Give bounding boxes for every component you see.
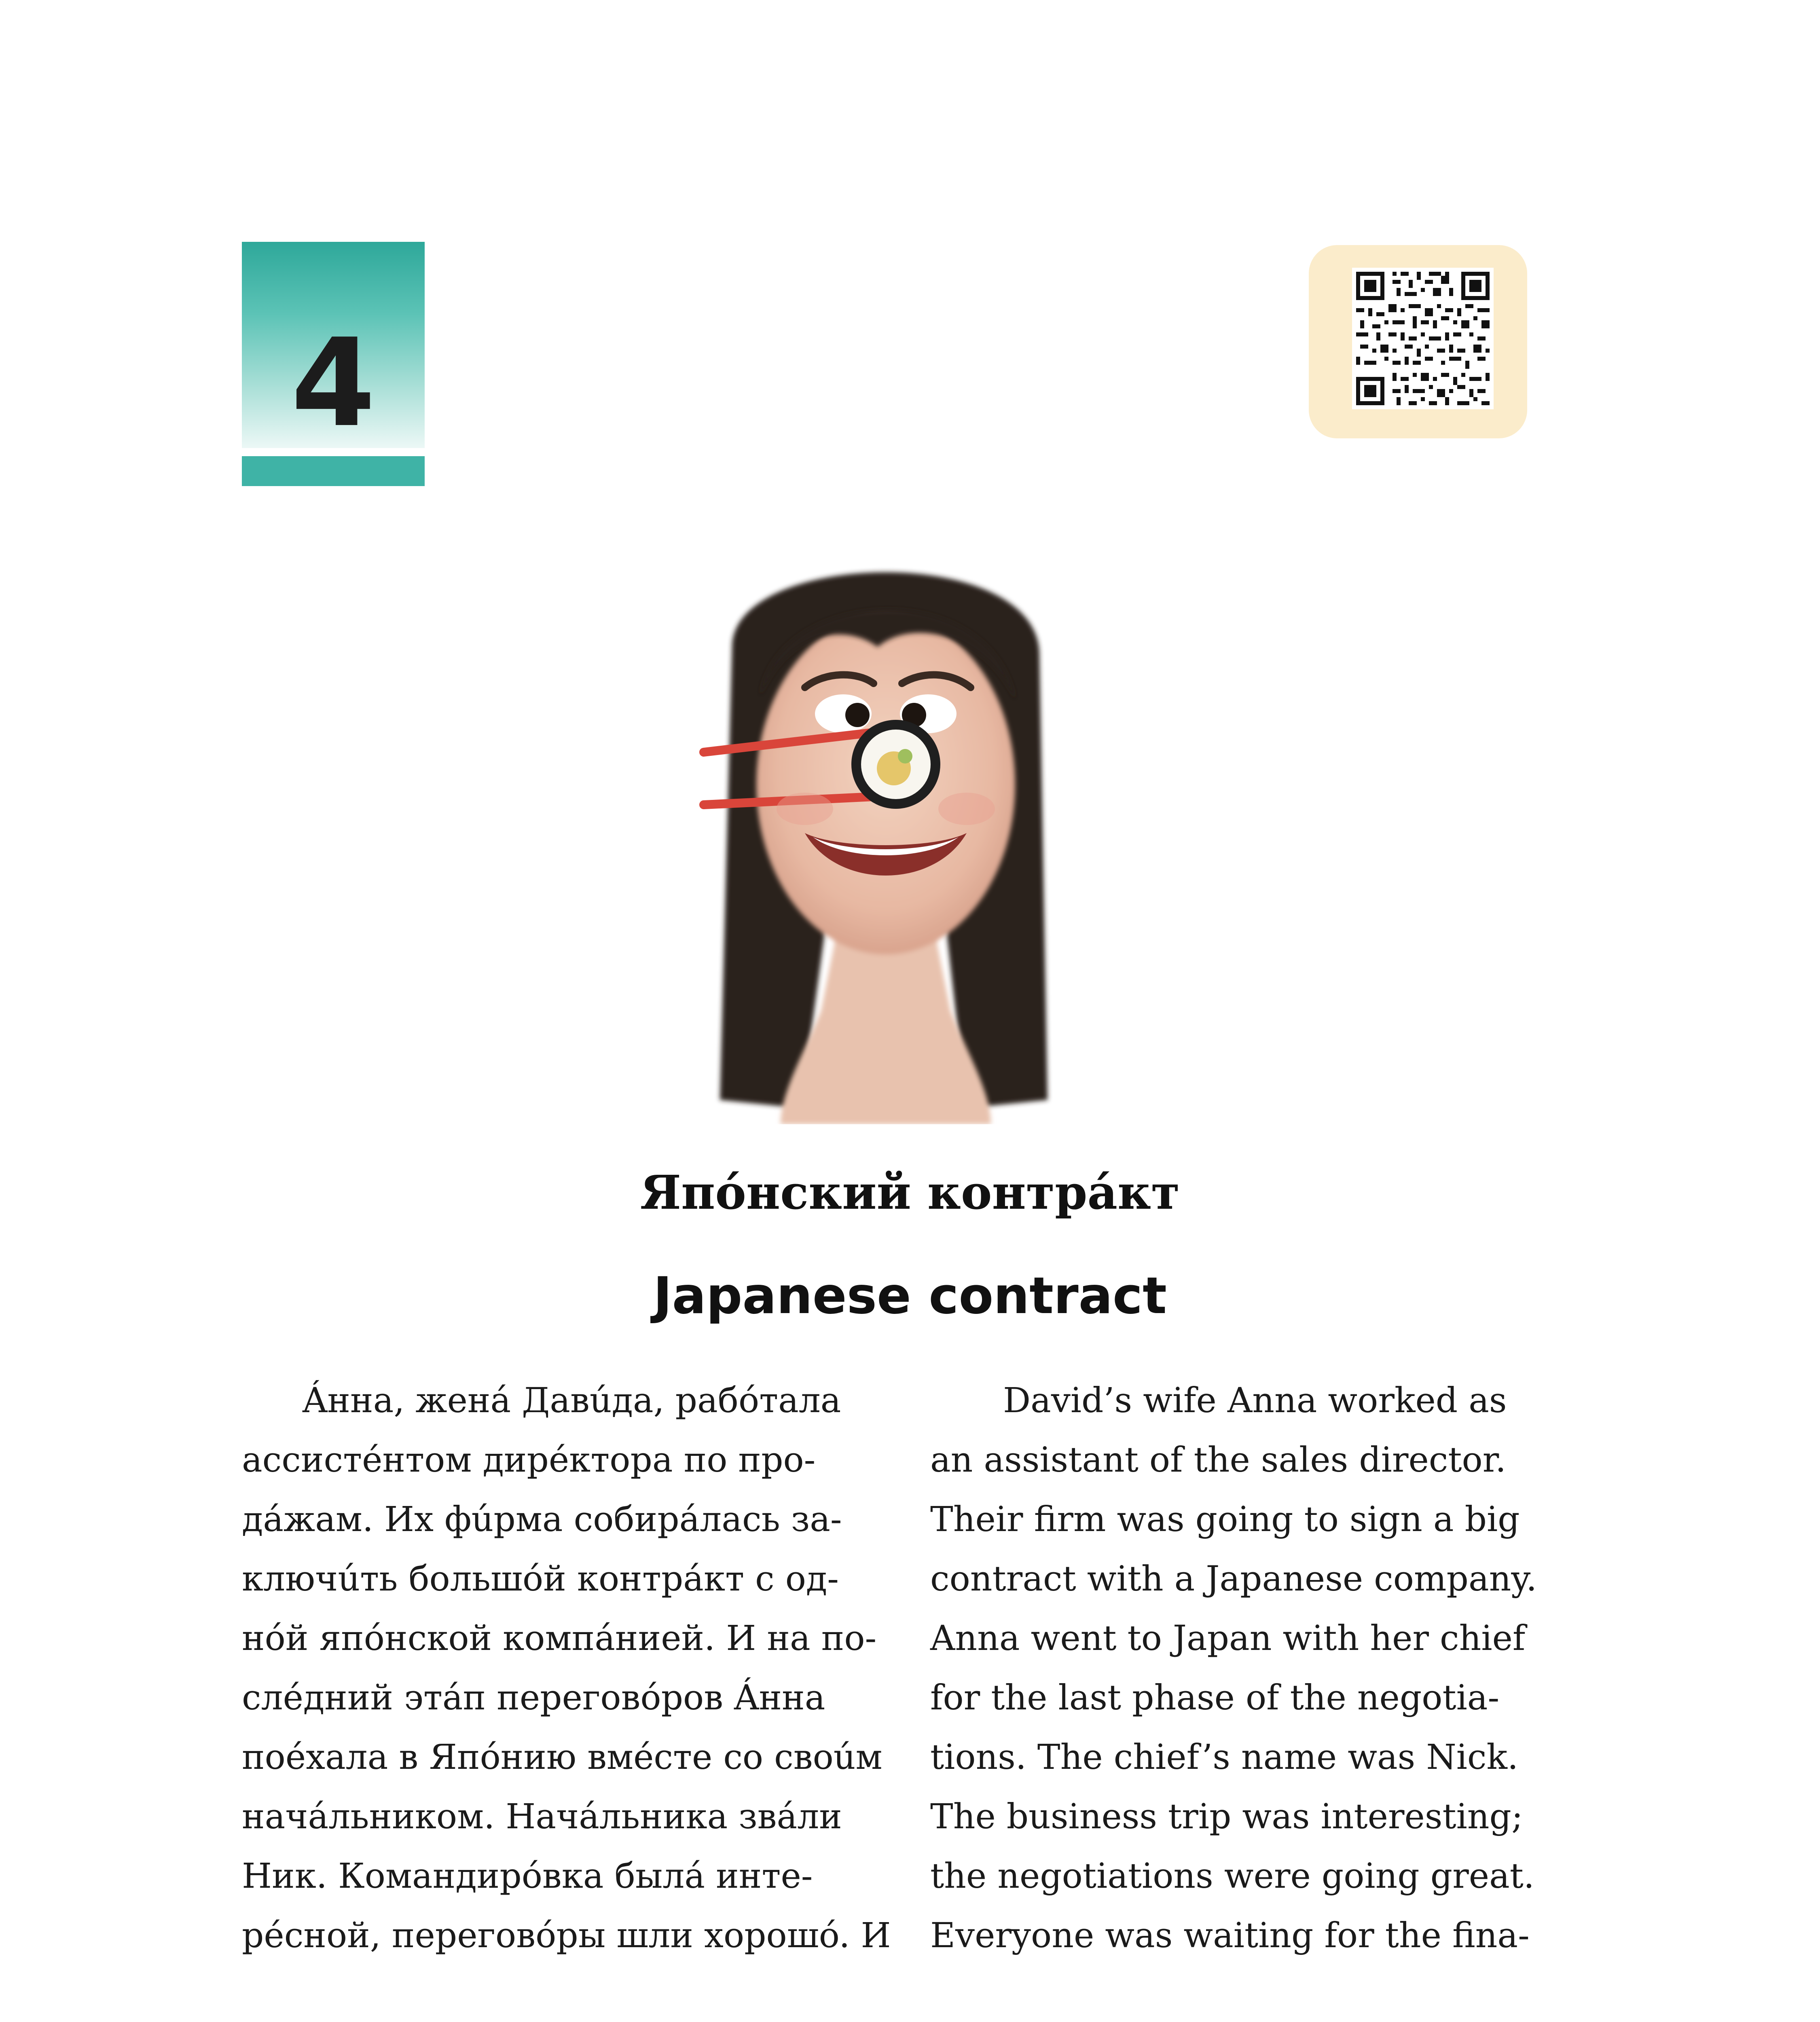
chapter-badge-stripe bbox=[242, 456, 425, 486]
russian-line: Áнна, женá Давúда, рабóтала bbox=[303, 1381, 841, 1421]
russian-text-column bbox=[242, 1371, 905, 1965]
russian-line: начáльником. Начáльника звáли bbox=[242, 1797, 842, 1837]
english-line: The business trip was interesting; bbox=[930, 1797, 1523, 1837]
english-line: the negotiations were going great. bbox=[930, 1856, 1534, 1896]
russian-line: рéсной, переговóры шли хорошó. И bbox=[242, 1916, 891, 1956]
english-line: Everyone was waiting for the fina- bbox=[930, 1916, 1530, 1956]
english-line: for the last phase of the negotia- bbox=[930, 1678, 1500, 1718]
chapter-number: 4 bbox=[291, 313, 376, 454]
english-line: an assistant of the sales director. bbox=[930, 1440, 1506, 1480]
title-english: Japanese contract bbox=[653, 1267, 1167, 1325]
english-line: David’s wife Anna worked as bbox=[1003, 1381, 1507, 1421]
chapter-badge bbox=[242, 242, 425, 486]
english-line: contract with a Japanese company. bbox=[930, 1559, 1537, 1599]
woman-with-sushi-illustration bbox=[684, 526, 1088, 1124]
russian-line: нóй япóнской компáнией. И на по- bbox=[242, 1618, 877, 1658]
russian-line: Ник. Командирóвка былá инте- bbox=[242, 1856, 813, 1896]
russian-line: дáжам. Их фúрма собирáлась за- bbox=[242, 1500, 842, 1540]
russian-line: поéхала в Япóнию вмéсте со своúм bbox=[242, 1737, 882, 1777]
russian-line: слéдний этáп переговóров Áнна bbox=[242, 1678, 825, 1718]
title-russian: Япóнский контрáкт bbox=[640, 1165, 1180, 1220]
russian-line: ассистéнтом дирéктора по про- bbox=[242, 1440, 816, 1480]
qr-frame bbox=[1309, 245, 1527, 438]
english-line: Their firm was going to sign a big bbox=[930, 1500, 1520, 1540]
english-line: tions. The chief’s name was Nick. bbox=[930, 1737, 1519, 1777]
english-line: Anna went to Japan with her chief bbox=[930, 1618, 1526, 1658]
russian-line: ключúть большóй контрáкт с од- bbox=[242, 1559, 839, 1599]
english-text-column bbox=[930, 1371, 1537, 1965]
qr-code-icon[interactable] bbox=[1352, 268, 1494, 409]
